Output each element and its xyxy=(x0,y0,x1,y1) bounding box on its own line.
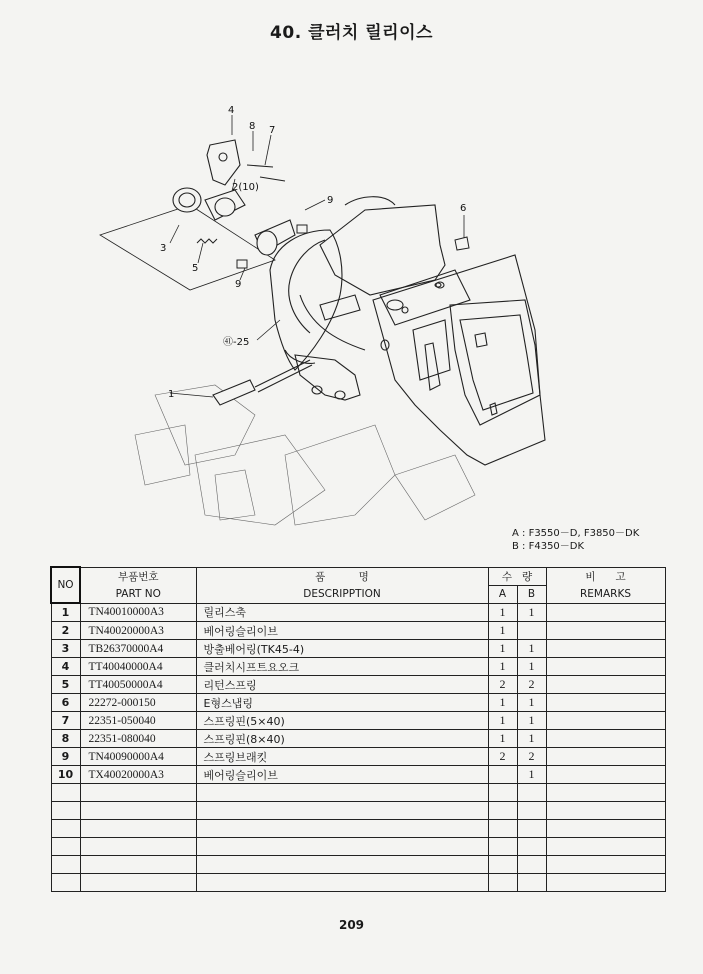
header-desc-en: DESCRIPPTION xyxy=(196,585,488,603)
table-row xyxy=(51,730,665,748)
clutch-housing-front xyxy=(270,230,360,400)
empty-cell xyxy=(546,820,665,838)
empty-cell xyxy=(196,874,488,892)
empty-row xyxy=(51,856,665,874)
exploded-diagram xyxy=(95,95,575,535)
row-no: 9 xyxy=(51,748,80,766)
empty-cell xyxy=(517,874,546,892)
table-row xyxy=(51,766,665,784)
header-desc-ko: 품 명 xyxy=(196,567,488,585)
row-part-no: TT40050000A4 xyxy=(80,676,196,694)
part-release-shaft xyxy=(213,360,312,405)
empty-cell xyxy=(546,784,665,802)
callout-9-top: 9 xyxy=(327,195,334,206)
row-desc: 방출베어링(TK45-4) xyxy=(196,640,488,658)
header-part-no-en: PART NO xyxy=(80,585,196,603)
row-qty-a: 1 xyxy=(488,640,517,658)
model-legend xyxy=(512,527,639,553)
empty-cell xyxy=(546,856,665,874)
row-qty-b: 1 xyxy=(517,730,546,748)
row-part-no: 22351-050040 xyxy=(80,712,196,730)
empty-cell xyxy=(517,820,546,838)
callout-3: 3 xyxy=(160,243,167,254)
row-desc: 베어링슬리이브 xyxy=(196,622,488,640)
row-part-no: TN40010000A3 xyxy=(80,603,196,622)
row-desc: 클러치시프트요오크 xyxy=(196,658,488,676)
row-desc: 베어링슬리이브 xyxy=(196,766,488,784)
callout-7: 7 xyxy=(269,125,276,136)
callout-41-25: ㊶-25 xyxy=(223,337,250,348)
table-row xyxy=(51,603,665,622)
empty-cell xyxy=(51,874,80,892)
lead-lines xyxy=(100,115,467,397)
row-desc: 스프링핀(8×40) xyxy=(196,730,488,748)
row-remarks xyxy=(546,712,665,730)
empty-cell xyxy=(80,784,196,802)
header-remarks-ko: 비 고 xyxy=(546,567,665,585)
row-part-no: 22351-080040 xyxy=(80,730,196,748)
part-spring xyxy=(197,239,217,243)
empty-cell xyxy=(80,838,196,856)
row-part-no: TB26370000A4 xyxy=(80,640,196,658)
model-a-line: A : F3550－D, F3850－DK xyxy=(512,528,640,539)
callout-8: 8 xyxy=(249,121,256,132)
empty-cell xyxy=(546,874,665,892)
row-qty-a: 1 xyxy=(488,622,517,640)
row-qty-a: 1 xyxy=(488,730,517,748)
row-desc: 스프링브래킷 xyxy=(196,748,488,766)
row-qty-a: 2 xyxy=(488,748,517,766)
row-remarks xyxy=(546,676,665,694)
row-qty-b: 1 xyxy=(517,640,546,658)
row-remarks xyxy=(546,694,665,712)
empty-cell xyxy=(488,838,517,856)
table-row xyxy=(51,694,665,712)
part-sleeve xyxy=(205,190,295,255)
row-remarks xyxy=(546,730,665,748)
row-part-no: TX40020000A3 xyxy=(80,766,196,784)
row-no: 10 xyxy=(51,766,80,784)
page-number: 209 xyxy=(338,918,365,932)
table-row xyxy=(51,640,665,658)
callout-5: 5 xyxy=(192,263,199,274)
empty-row xyxy=(51,820,665,838)
callout-1: 1 xyxy=(168,389,175,400)
header-remarks-en: REMARKS xyxy=(546,585,665,603)
empty-cell xyxy=(80,802,196,820)
empty-row xyxy=(51,784,665,802)
row-no: 1 xyxy=(51,603,80,622)
table-row xyxy=(51,622,665,640)
row-no: 5 xyxy=(51,676,80,694)
empty-cell xyxy=(51,820,80,838)
row-qty-b: 1 xyxy=(517,658,546,676)
header-part-no-ko: 부품번호 xyxy=(80,567,196,585)
empty-cell xyxy=(196,784,488,802)
table-row xyxy=(51,748,665,766)
empty-cell xyxy=(546,838,665,856)
table-row xyxy=(51,658,665,676)
table-row xyxy=(51,676,665,694)
empty-cell xyxy=(196,802,488,820)
row-qty-a: 1 xyxy=(488,658,517,676)
row-qty-b xyxy=(517,622,546,640)
page-title: 40. 클러치 릴리이스 xyxy=(270,23,433,43)
row-qty-a: 1 xyxy=(488,694,517,712)
parts-body xyxy=(51,603,665,892)
empty-cell xyxy=(517,802,546,820)
row-desc: E형스냅링 xyxy=(196,694,488,712)
row-remarks xyxy=(546,658,665,676)
callout-9-bottom: 9 xyxy=(235,279,242,290)
empty-cell xyxy=(196,838,488,856)
row-remarks xyxy=(546,640,665,658)
empty-cell xyxy=(488,784,517,802)
empty-cell xyxy=(51,838,80,856)
row-qty-b: 1 xyxy=(517,603,546,622)
row-remarks xyxy=(546,622,665,640)
empty-cell xyxy=(80,856,196,874)
row-no: 8 xyxy=(51,730,80,748)
empty-row xyxy=(51,802,665,820)
empty-cell xyxy=(517,784,546,802)
empty-cell xyxy=(488,856,517,874)
empty-cell xyxy=(488,874,517,892)
row-no: 2 xyxy=(51,622,80,640)
header-no: NO xyxy=(51,567,80,603)
empty-cell xyxy=(51,856,80,874)
callout-6: 6 xyxy=(460,203,467,214)
row-no: 3 xyxy=(51,640,80,658)
callout-2-10: 2(10) xyxy=(232,182,259,193)
header-qty-a: A xyxy=(488,585,517,603)
empty-cell xyxy=(517,838,546,856)
table-row xyxy=(51,712,665,730)
callout-labels xyxy=(160,105,466,400)
row-qty-a: 1 xyxy=(488,712,517,730)
parts-table xyxy=(50,566,666,892)
header-qty-b: B xyxy=(517,585,546,603)
part-yoke xyxy=(207,140,240,185)
empty-cell xyxy=(51,802,80,820)
row-qty-a: 1 xyxy=(488,603,517,622)
part-bearing xyxy=(173,188,201,212)
part-pins xyxy=(247,165,285,181)
row-desc: 릴리스축 xyxy=(196,603,488,622)
row-qty-b: 1 xyxy=(517,712,546,730)
row-remarks xyxy=(546,748,665,766)
empty-cell xyxy=(196,856,488,874)
row-remarks xyxy=(546,603,665,622)
empty-cell xyxy=(80,820,196,838)
row-desc: 리턴스프링 xyxy=(196,676,488,694)
empty-row xyxy=(51,838,665,856)
row-no: 6 xyxy=(51,694,80,712)
row-qty-b: 1 xyxy=(517,694,546,712)
callout-4: 4 xyxy=(228,105,235,116)
row-qty-b: 2 xyxy=(517,676,546,694)
row-qty-b: 2 xyxy=(517,748,546,766)
header-qty: 수 량 xyxy=(488,567,546,585)
row-no: 7 xyxy=(51,712,80,730)
empty-row xyxy=(51,874,665,892)
row-qty-b: 1 xyxy=(517,766,546,784)
empty-cell xyxy=(546,802,665,820)
row-part-no: TN40020000A3 xyxy=(80,622,196,640)
empty-cell xyxy=(517,856,546,874)
transmission-housing xyxy=(289,197,545,465)
empty-cell xyxy=(488,820,517,838)
empty-cell xyxy=(488,802,517,820)
background-faint-parts xyxy=(135,385,475,525)
model-b-line: B : F4350－DK xyxy=(512,541,585,552)
row-desc: 스프링핀(5×40) xyxy=(196,712,488,730)
row-part-no: TT40040000A4 xyxy=(80,658,196,676)
empty-cell xyxy=(51,784,80,802)
empty-cell xyxy=(196,820,488,838)
row-remarks xyxy=(546,766,665,784)
row-part-no: TN40090000A4 xyxy=(80,748,196,766)
row-qty-a xyxy=(488,766,517,784)
row-part-no: 22272-000150 xyxy=(80,694,196,712)
row-qty-a: 2 xyxy=(488,676,517,694)
row-no: 4 xyxy=(51,658,80,676)
empty-cell xyxy=(80,874,196,892)
